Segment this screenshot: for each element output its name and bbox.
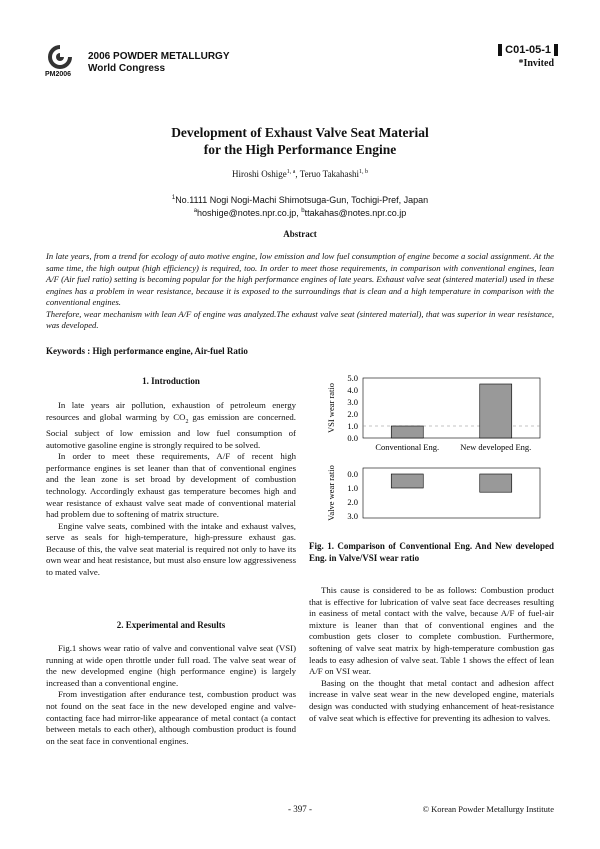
title-line-1: Development of Exhaust Valve Seat Material (171, 125, 429, 140)
affil-sup: 1 (171, 195, 176, 201)
x-tick-label: New developed Eng. (460, 442, 532, 452)
intro-p1-sub: 2 (185, 418, 189, 425)
logo-year: PM2006 (45, 71, 72, 78)
author-2-sup: 1, b (359, 169, 369, 175)
title-line-2: for the High Performance Engine (203, 142, 397, 157)
conference-line-1: 2006 POWDER METALLURGY (88, 51, 230, 62)
affiliation (0, 193, 600, 219)
y-tick-label: 0.0 (347, 469, 358, 479)
bar (391, 474, 423, 488)
plot-frame (363, 468, 540, 518)
email-b: ttakahas@notes.npr.co.jp (304, 208, 407, 218)
affiliation-address-line (0, 193, 600, 206)
intro-p1-b: gas emission are concerned. Social subject of low emission and low fuel consumption of automotive gasoline engine is strongly required to be solved. (46, 411, 296, 450)
y-axis-label: VSI wear ratio (326, 382, 336, 434)
vsi-wear-chart (326, 373, 540, 452)
page-number: - 397 - (288, 804, 312, 814)
figure-caption: Fig. 1. Comparison of Conventional Eng. And New developed Eng. in Valve/VSI wear ratio (309, 541, 554, 563)
bar (391, 426, 423, 438)
paper-title (0, 124, 600, 158)
abstract-body (46, 251, 554, 332)
section-1-heading: 1. Introduction (142, 376, 200, 386)
keywords: Keywords : High performance engine, Air-fuel Ratio (46, 346, 248, 356)
plot-frame (363, 378, 540, 438)
y-tick-label: 1.0 (347, 483, 358, 493)
section-2-heading: 2. Experimental and Results (116, 620, 226, 630)
abstract-heading: Abstract (283, 229, 317, 239)
author-1-sup: 1, a (286, 169, 296, 175)
abstract-paragraph-2: Therefore, wear mechanism with lean A/F of engine was analyzed.The exhaust valve seat (sintered material), that was superior in wear resistance, was developed. (46, 308, 554, 330)
y-tick-label: 5.0 (347, 373, 358, 383)
pm2006-logo-icon (47, 44, 73, 70)
abstract-paragraph-1: In late years, from a trend for ecology of auto motive engine, low emission and low fuel consumption of engine become a social assignment. At the same time, the high output (high efficiency) is required, too. In order to meet those requirements, in comparison with conventional engines, lean A/F (Air fuel ratio) setting is becoming popular for the high performance engines of late years. Exhaust valve seat (sintered material) used in these engines has a problem in wear resistance, because it is exposed to the surroundings that is clean and a high temperature in comparison with the conventional engines. (46, 251, 554, 307)
exp-paragraph-2: From investigation after endurance test, combustion product was not found on the seat face in the new developed engine and valve-contacting face had mirror-like appearance of metal contact (a contact between metals to each other), although combustion product is found on the seat face in conventional engines. (46, 689, 296, 746)
intro-p1-a: In late years air pollution, exhaustion of petroleum energy resources and global warming by CO (46, 400, 296, 422)
y-tick-label: 2.0 (347, 409, 358, 419)
author-2: Teruo Takahashi (299, 169, 360, 179)
y-tick-label: 4.0 (347, 385, 358, 395)
y-tick-label: 3.0 (347, 397, 358, 407)
introduction-text (46, 400, 296, 579)
copyright: © Korean Powder Metallurgy Institute (422, 804, 554, 814)
intro-paragraph-1 (46, 400, 296, 451)
bar (480, 384, 512, 438)
right-paragraph-2: Basing on the thought that metal contact and adhesion affect increase in valve seat wear in the new developed engine, materials design was conducted with studying enhancement of heat-resistance of valve seat which is effective for preventing its adhesion to valves. (309, 677, 554, 723)
y-tick-label: 3.0 (347, 511, 358, 521)
authors (0, 169, 600, 179)
author-sep: , (295, 169, 300, 179)
right-paragraph-1: This cause is considered to be as follows: Combustion product that is effective for lubrication of valve seat face decreases resulting in easiness of metal contact with the valve, because A/F of fuel-air mixture is leaner than that of conventional engines and the combustion gets closer to complete combustion. Furthermore, softening of valve seat matrix by high-temperature combustion gas leads to easy adhesion of valve seat. Table 1 shows the effect of lean A/F on VSI wear. (309, 585, 554, 677)
y-tick-label: 2.0 (347, 497, 358, 507)
conference-line-2: World Congress (88, 63, 166, 74)
y-tick-label: 1.0 (347, 421, 358, 431)
email-a: hoshige@notes.npr.co.jp, (197, 208, 302, 218)
invited-label: *Invited (518, 58, 554, 69)
intro-paragraph-2: In order to meet these requirements, A/F of recent high performance engines is set leaner than that of conventional engines and the lean zone is set broad by development of combustion technology. Accordingly exhaust gas temperature becomes high and wear resistance of exhaust valve seat made of conventional material had problem due to softening of matrix structure. (46, 451, 296, 520)
valve-wear-chart (326, 465, 540, 521)
y-axis-label: Valve wear ratio (326, 465, 336, 521)
author-1: Hiroshi Oshige (231, 169, 287, 179)
email-a-sup: a (193, 208, 198, 214)
paper-code-label: C01-05-1 (498, 44, 558, 56)
conference-name (88, 51, 230, 75)
bar (480, 474, 512, 492)
experimental-text (46, 643, 296, 747)
paper-code (498, 44, 558, 56)
affiliation-address: No.1111 Nogi Nogi-Machi Shimotsuga-Gun, Tochigi-Pref, Japan (175, 195, 429, 205)
figure-1 (318, 372, 558, 530)
affiliation-email-line (0, 206, 600, 219)
right-column-text (309, 585, 554, 724)
exp-paragraph-1: Fig.1 shows wear ratio of valve and conventional valve seat (VSI) running at wide open throttle under full road. The valve seat wear of the new developmed engine (high performance engine) is largely increased than a conventional engine. (46, 643, 296, 688)
intro-paragraph-3: Engine valve seats, combined with the intake and exhaust valves, serve as seals for high-temperature, high-pressure exhaust gas. Because of this, the valve seat material is required not only to have its own wear and heat resistance, but must also ensure low aggressiveness to mated valve. (46, 520, 296, 578)
email-b-sup: b (301, 208, 305, 214)
x-tick-label: Conventional Eng. (375, 442, 440, 452)
y-tick-label: 0.0 (347, 433, 358, 443)
